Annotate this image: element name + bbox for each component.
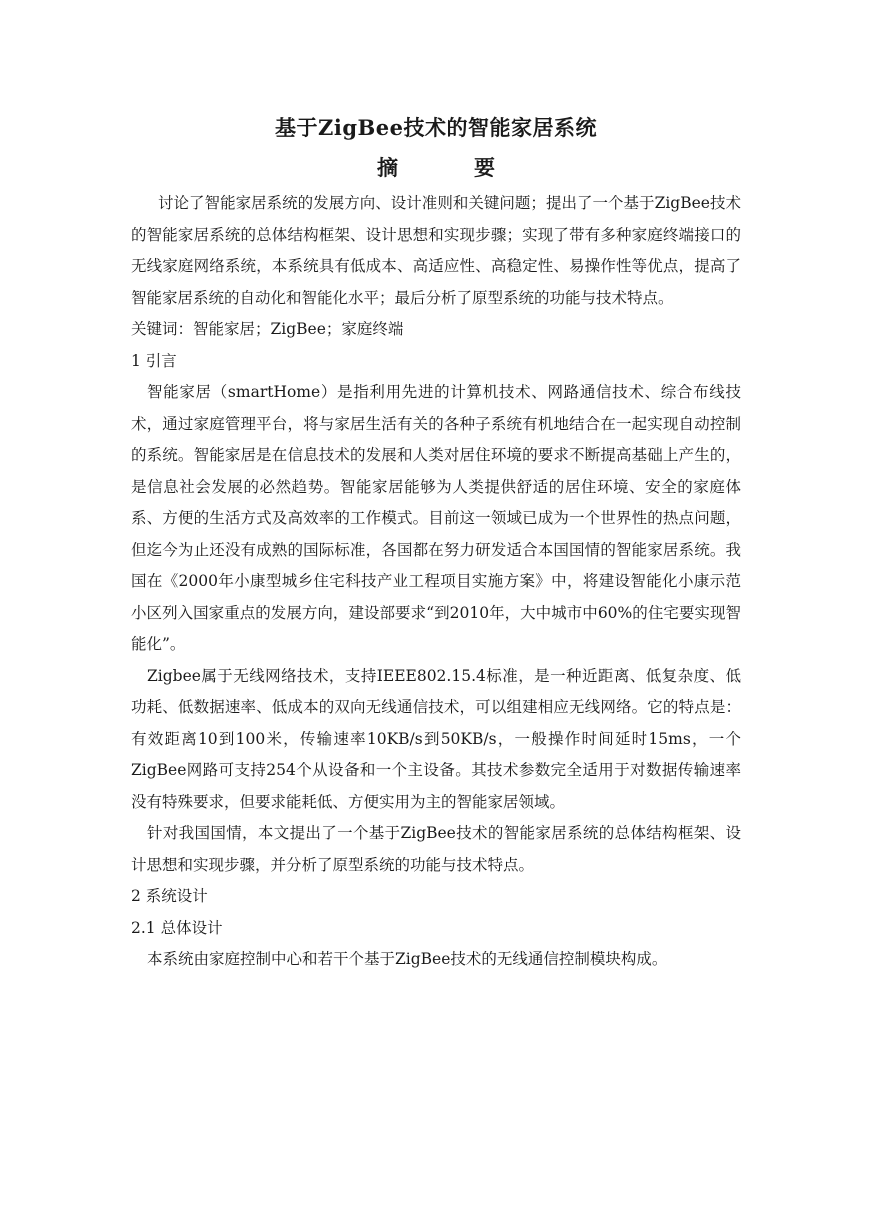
document-page xyxy=(131,108,741,976)
abstract-paragraph: 讨论了智能家居系统的发展方向、设计准则和关键问题；提出了一个基于ZigBee技术的智能家居系统的总体结构框架、设计思想和实现步骤；实现了带有多种家庭终端接口的无线家庭网络系统，本系统具有低成本、高适应性、高稳定性、易操作性等优点，提高了智能家居系统的自动化和智能化水平；最后分析了原型系统的功能与技术特点。 xyxy=(131,194,741,307)
section1-paragraph-2: Zigbee属于无线网络技术，支持IEEE802.15.4标准，是一种近距离、低复杂度、低功耗、低数据速率、低成本的双向无线通信技术，可以组建相应无线网络。它的特点是：有效距离10到100米，传输速率10KB/s到50KB/s，一般操作时间延时15ms，一个ZigBee网路可支持254个从设备和一个主设备。其技术参数完全适用于对数据传输速率没有特殊要求，但要求能耗低、方便实用为主的智能家居领域。 xyxy=(131,666,741,811)
section1-paragraph-1: 智能家居（smartHome）是指利用先进的计算机技术、网路通信技术、综合布线技术，通过家庭管理平台，将与家居生活有关的各种子系统有机地结合在一起实现自动控制的系统。智能家居是在信息技术的发展和人类对居住环境的要求不断提高基础上产生的，是信息社会发展的必然趋势。智能家居能够为人类提供舒适的居住环境、安全的家庭体系、方便的生活方式及高效率的工作模式。目前这一领域已成为一个世界性的热点问题，但迄今为止还没有成熟的国际标准，各国都在努力研发适合本国国情的智能家居系统。我国在《2000年小康型城乡住宅科技产业工程项目实施方案》中，将建设智能化小康示范小区列入国家重点的发展方向，建设部要求“到2010年，大中城市中60%的住宅要实现智能化”。 xyxy=(131,383,741,653)
section2-1-paragraph-1: 本系统由家庭控制中心和若干个基于ZigBee技术的无线通信控制模块构成。 xyxy=(147,950,668,968)
section1-paragraph-3: 针对我国国情，本文提出了一个基于ZigBee技术的智能家居系统的总体结构框架、设计思想和实现步骤，并分析了原型系统的功能与技术特点。 xyxy=(131,824,741,874)
section2-heading: 2 系统设计 xyxy=(131,887,208,905)
section2-1-heading: 2.1 总体设计 xyxy=(131,918,223,937)
keywords-line: 关键词：智能家居；ZigBee；家庭终端 xyxy=(131,320,404,338)
abstract-heading-left: 摘 xyxy=(377,155,398,180)
section1-heading: 1 引言 xyxy=(131,351,177,370)
abstract-heading xyxy=(131,148,741,188)
document-title: 基于ZigBee技术的智能家居系统 xyxy=(275,115,597,140)
abstract-heading-right: 要 xyxy=(474,155,495,180)
